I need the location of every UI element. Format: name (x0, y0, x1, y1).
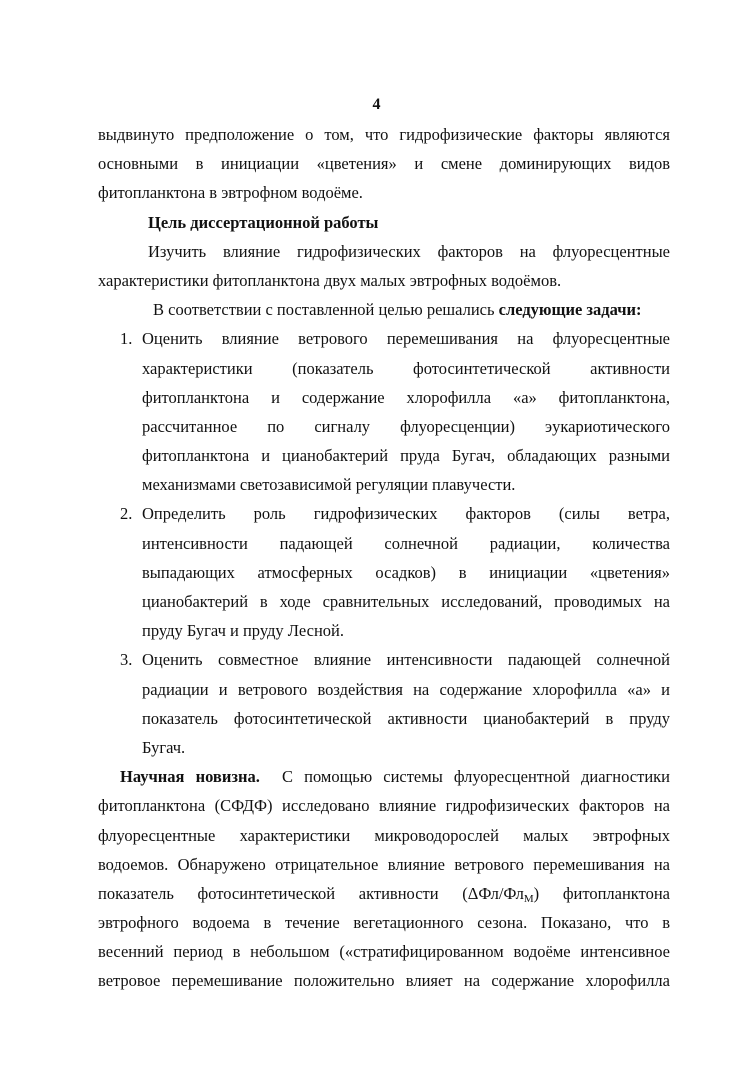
goal-heading: Цель диссертационной работы (148, 212, 379, 232)
text-line: фитопланктона и цианобактерий пруда Бугач, обладающих разными (142, 446, 670, 466)
task-3-line (98, 645, 670, 674)
tasks-intro-text: В соответствии с поставленной целью решались (153, 300, 495, 320)
text-line: показатель фотосинтетической активности цианобактерий в пруду (142, 708, 670, 728)
formula (462, 884, 539, 903)
task-2-text: Определить роль гидрофизических факторов (силы ветра, (142, 504, 670, 524)
task-2-line (98, 499, 670, 528)
task-2-number: 2. (120, 504, 133, 524)
novelty-text: показатель фотосинтетической активности (98, 883, 439, 903)
formula-subscript: M (523, 892, 534, 905)
text-line: Изучить влияние гидрофизических факторов на флуоресцентные (148, 241, 670, 261)
task-3-number: 3. (120, 650, 133, 670)
text-line: механизмами светозависимой регуляции плавучести. (142, 475, 516, 495)
formula-line (98, 879, 670, 908)
text-line: выпадающих атмосферных осадков) в инициации «цветения» (142, 562, 670, 582)
tasks-intro (98, 295, 670, 324)
text-line: эвтрофного водоема в течение вегетационного сезона. Показано, что в (98, 913, 670, 933)
text-line: флуоресцентные характеристики микроводорослей малых эвтрофных (98, 825, 670, 845)
text-line: интенсивности падающей солнечной радиации, количества (142, 533, 670, 553)
text-line: весенний период в небольшом («стратифицированном водоёме интенсивное (98, 942, 670, 962)
text-line: характеристики (показатель фотосинтетической активности (142, 358, 670, 378)
text-line: ветровое перемешивание положительно влияет на содержание хлорофилла (98, 971, 670, 991)
tasks-intro-bold: следующие задачи: (498, 300, 642, 320)
task-1-text: Оценить влияние ветрового перемешивания на флуоресцентные (142, 329, 670, 349)
task-1-line (98, 324, 670, 353)
text-line: водоемов. Обнаружено отрицательное влияние ветрового перемешивания на (98, 854, 670, 874)
text-line: Бугач. (142, 737, 186, 757)
page-number: 4 (372, 96, 381, 113)
text-line: фитопланктона (СФДФ) исследовано влияние гидрофизических факторов на (98, 796, 670, 816)
formula-main: (ΔФл/Фл (462, 883, 524, 903)
text-line: пруду Бугач и пруду Лесной. (142, 621, 344, 641)
novelty-line (98, 762, 670, 791)
text-line: характеристики фитопланктона двух малых эвтрофных водоёмов. (98, 270, 562, 290)
text-line: цианобактерий в ходе сравнительных исследований, проводимых на (142, 592, 670, 611)
task-1-number: 1. (120, 329, 133, 349)
text-line: радиации и ветрового воздействия на содержание хлорофилла «а» и (142, 679, 670, 699)
text-line: фитопланктона в эвтрофном водоёме. (98, 183, 363, 203)
text-line: рассчитанное по сигналу флуоресценции) эукариотического (142, 416, 670, 436)
task-3-text: Оценить совместное влияние интенсивности падающей солнечной (142, 650, 670, 670)
novelty-heading: Научная новизна. (120, 767, 260, 787)
novelty-text: фитопланктона (562, 883, 670, 903)
text-line: фитопланктона и содержание хлорофилла «а» фитопланктона, (142, 387, 670, 407)
body-text (98, 120, 670, 996)
novelty-text: С помощью системы флуоресцентной диагностики (282, 767, 671, 787)
text-line: выдвинуто предположение о том, что гидрофизические факторы являются (98, 125, 670, 144)
formula-close: ) (533, 883, 540, 903)
text-line: основными в инициации «цветения» и смене доминирующих видов (98, 154, 670, 174)
